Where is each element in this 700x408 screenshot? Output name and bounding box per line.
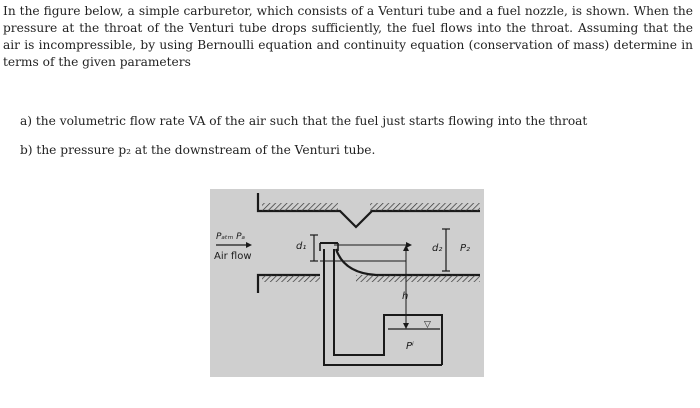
label-air-flow: Air flow	[214, 251, 252, 262]
question-part-a: a) the volumetric flow rate VA of the air such that the fuel just starts flowing into the throat	[20, 114, 588, 128]
carburetor-diagram	[210, 189, 484, 377]
dimension-d1	[310, 235, 318, 261]
fuel-level-marker-icon: ▽	[424, 320, 431, 330]
venturi-upper-wall	[258, 193, 480, 227]
fuel-reservoir	[384, 315, 442, 365]
air-flow-arrow	[216, 242, 252, 248]
dimension-d2	[442, 229, 450, 271]
label-p2: P₂	[460, 243, 471, 254]
label-atm-pressure: Pₐₜₘ Pₐ	[216, 232, 246, 242]
carburetor-figure	[210, 189, 484, 377]
label-h: h	[402, 291, 409, 302]
label-d1: d₁	[296, 241, 307, 252]
height-arrow	[403, 245, 409, 329]
label-d2: d₂	[432, 243, 443, 254]
problem-statement: In the figure below, a simple carburetor, which consists of a Venturi tube and a fuel nozzle, is shown. When the pressure at the throat of the Venturi tube drops sufficiently, the fuel flows into the throat. Assuming that the air is incompressible, by using Bernoulli equation and continuity equation (conservation of mass) determine in terms of the given parameters	[3, 4, 693, 69]
question-part-b: b) the pressure p₂ at the downstream of the Venturi tube.	[20, 143, 376, 157]
label-fuel-density: Pⁱ	[406, 341, 414, 352]
